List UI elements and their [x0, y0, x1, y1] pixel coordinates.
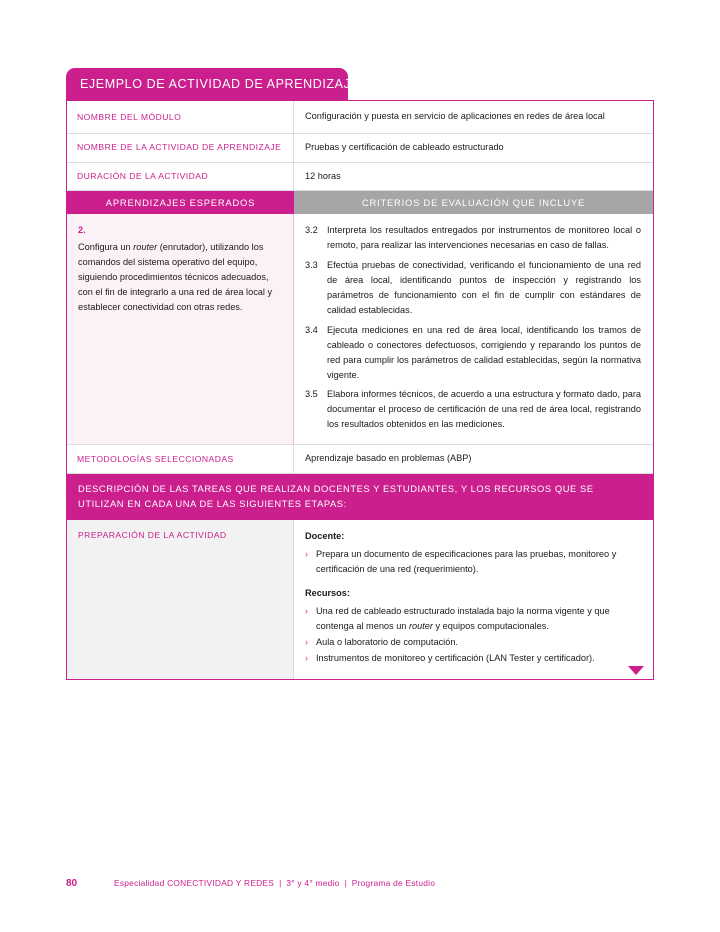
- value-methodologies: Aprendizaje basado en problemas (ABP): [305, 453, 472, 464]
- chevron-bullet-icon: ›: [305, 652, 308, 663]
- criteria-cell: [294, 214, 653, 444]
- footer-specialty: Especialidad CONECTIVIDAD Y REDES: [114, 878, 275, 888]
- list-item: [305, 651, 639, 666]
- criterion-item: [305, 223, 641, 253]
- resources-heading: Recursos:: [305, 588, 350, 599]
- learning-objective-text: [78, 240, 281, 315]
- item-text-after: y equipos computacionales.: [432, 620, 549, 631]
- activity-table: [66, 100, 654, 680]
- table-row-methodologies: [67, 445, 653, 474]
- label-module: NOMBRE DEL MÓDULO: [67, 101, 294, 133]
- criterion-number: 3.3: [305, 260, 318, 271]
- lo-text-before: Configura un: [78, 242, 134, 253]
- criterion-number: 3.4: [305, 324, 318, 335]
- value-activity-name: Pruebas y certificación de cableado estructurado: [305, 141, 504, 152]
- footer-grade: 3° y 4° medio: [286, 878, 340, 888]
- header-criterios-evaluacion: CRITERIOS DE EVALUACIÓN QUE INCLUYE: [294, 191, 653, 214]
- list-item: [305, 635, 639, 650]
- table-row-activity-name: [67, 134, 653, 163]
- item-text-before: Una red de cableado estructurado instalada bajo la norma vigente y que contenga al menos un: [316, 606, 610, 631]
- item-text-before: Instrumentos de monitoreo y certificación (LAN Tester y certificador).: [316, 652, 595, 663]
- preparation-content: [294, 520, 653, 678]
- list-item-text: [316, 651, 639, 666]
- list-item-text: [316, 635, 639, 650]
- preparation-row: [67, 520, 653, 678]
- table-row-module: [67, 101, 653, 134]
- footer-separator: |: [279, 878, 282, 888]
- column-headers-band: [67, 191, 653, 214]
- learning-objective-cell: [67, 214, 294, 444]
- label-preparation: PREPARACIÓN DE LA ACTIVIDAD: [67, 520, 294, 678]
- lo-italic-term: router: [133, 242, 158, 253]
- label-methodologies: METODOLOGÍAS SELECCIONADAS: [67, 445, 294, 473]
- criterion-text: Ejecuta mediciones en una red de área local, identificando los tramos de cableado o conectores defectuosos, corrigiendo y reparando los puntos de red para cumplir los parámetros de calidad establecidas, según la normativa vigente.: [327, 324, 641, 380]
- chevron-bullet-icon: ›: [305, 636, 308, 647]
- footer-separator: |: [344, 878, 347, 888]
- page-number: 80: [66, 878, 78, 889]
- criterion-number: 3.2: [305, 225, 318, 236]
- page-footer: [66, 878, 435, 889]
- page-title-text: EJEMPLO DE ACTIVIDAD DE APRENDIZAJE: [80, 77, 360, 91]
- chevron-bullet-icon: ›: [305, 549, 308, 560]
- criterion-item: [305, 323, 641, 383]
- label-activity-name: NOMBRE DE LA ACTIVIDAD DE APRENDIZAJE: [67, 134, 294, 162]
- list-item: [305, 604, 639, 634]
- resources-list: [305, 604, 639, 666]
- footer-program: Programa de Estudio: [351, 878, 436, 888]
- table-row-duration: [67, 163, 653, 192]
- criterion-number: 3.5: [305, 389, 318, 400]
- page-title-tab: [66, 68, 360, 100]
- lo-text-after: (enrutador), utilizando los comandos del sistema operativo del equipo, siguiendo procedimientos técnicos adecuados, con el fin de integrarlo a una red de área local y establecer conectividad con otras redes.: [78, 242, 273, 312]
- value-duration: 12 horas: [305, 170, 341, 181]
- teacher-task-list: [305, 547, 639, 577]
- chevron-bullet-icon: ›: [305, 606, 308, 617]
- item-text-before: Prepara un documento de especificaciones para las pruebas, monitoreo y certificación de una red (requerimiento).: [316, 549, 617, 575]
- criterion-text: Efectúa pruebas de conectividad, verificando el funcionamiento de una red de área local, identificando puntos de inspección y registrando los parámetros de funcionamiento con el fin de cumplir con estándares de calidad establecidas.: [327, 260, 641, 315]
- list-item-text: [316, 604, 639, 634]
- criterion-text: Elabora informes técnicos, de acuerdo a una estructura y formato dado, para documentar el proceso de certificación de una red de área local, registrando los resultados obtenidos en las mediciones.: [327, 389, 641, 430]
- label-duration: DURACIÓN DE LA ACTIVIDAD: [67, 163, 294, 191]
- list-item-text: [316, 547, 639, 577]
- value-module: Configuración y puesta en servicio de aplicaciones en redes de área local: [305, 111, 605, 121]
- description-band: DESCRIPCIÓN DE LAS TAREAS QUE REALIZAN DOCENTES Y ESTUDIANTES, Y LOS RECURSOS QUE SE UTILIZAN EN CADA UNA DE LAS SIGUIENTES ETAPAS:: [67, 474, 653, 520]
- list-item: [305, 547, 639, 577]
- item-italic-term: router: [408, 620, 433, 631]
- continuation-triangle-icon: [628, 666, 644, 675]
- header-aprendizajes-esperados: APRENDIZAJES ESPERADOS: [67, 191, 294, 214]
- learning-objective-number: 2.: [78, 225, 86, 236]
- teacher-heading: Docente:: [305, 531, 345, 542]
- criterion-item: [305, 258, 641, 318]
- item-text-before: Aula o laboratorio de computación.: [316, 636, 458, 647]
- criterion-item: [305, 387, 641, 432]
- objectives-criteria-row: [67, 214, 653, 445]
- criterion-text: Interpreta los resultados entregados por instrumentos de monitoreo local o remoto, para realizar las intervenciones necesarias en caso de fallas.: [327, 225, 641, 251]
